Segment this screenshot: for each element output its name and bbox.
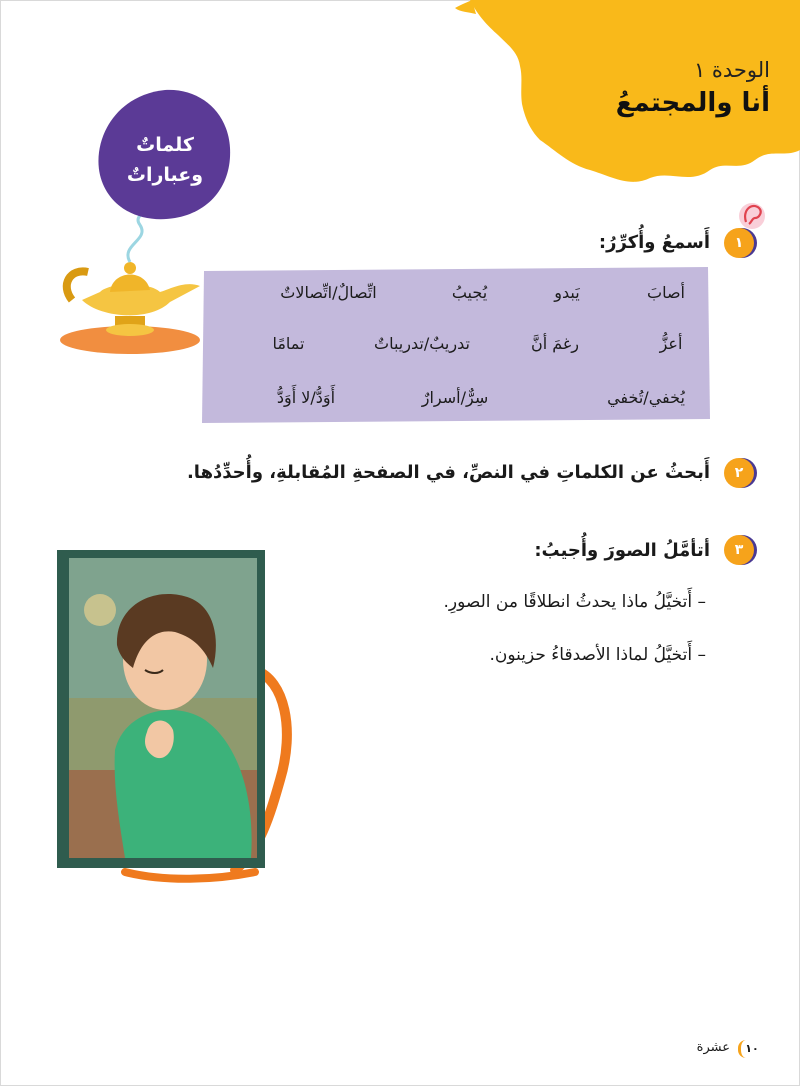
vocab-word: أعزُّ <box>659 334 683 353</box>
exercise-3-badge: ٣ <box>724 535 754 565</box>
vocab-word: أصابَ <box>647 283 685 302</box>
vocab-word: يُخفي/تُخفي <box>607 388 685 407</box>
vocab-word: أَوَدُّ/لا أَوَدُّ <box>276 388 336 407</box>
exercise-1-badge: ١ <box>724 228 754 258</box>
vocab-word: اتِّصالٌ/اتِّصالاتٌ <box>280 283 377 302</box>
vocab-word: يَبدو <box>554 283 580 302</box>
exercise-3-bullet-2: – أَتخيَّلُ لماذا الأصدقاءُ حزينون. <box>489 645 706 665</box>
vocab-word: يُجيبُ <box>451 283 488 302</box>
exercise-1-title: أَسمعُ وأُكرِّرُ: <box>598 232 710 253</box>
exercise-2-title: أَبحثُ عن الكلماتِ في النصِّ، في الصفحةِ المُقابلةِ، وأُحدِّدُها. <box>186 462 710 483</box>
vocab-word: تمامًا <box>272 334 305 353</box>
page-word: عشرة <box>696 1040 730 1055</box>
bubble-text <box>100 130 230 190</box>
unit-title: أنا والمجتمعُ <box>615 88 770 118</box>
comic-illustration <box>55 550 315 890</box>
vocab-word: رغمَ أنَّ <box>530 334 580 353</box>
vocab-word: تدريبٌ/تدريباتٌ <box>374 334 470 353</box>
exercise-3-title: أتأمَّلُ الصورَ وأُجيبُ: <box>534 540 710 561</box>
bubble-line-2: وعباراتٌ <box>126 164 204 186</box>
unit-label: الوحدة ١ <box>693 58 770 82</box>
page-number: ١٠ <box>738 1040 763 1058</box>
bubble-line-1: كلماتٌ <box>136 134 194 156</box>
vocab-word: سِرٌّ/أسرارٌ <box>421 388 489 407</box>
exercise-2-badge: ٢ <box>724 458 754 488</box>
magic-lamp-icon <box>67 262 200 336</box>
exercise-3-bullet-1: – أَتخيَّلُ ماذا يحدثُ انطلاقًا من الصورِ. <box>443 592 706 612</box>
